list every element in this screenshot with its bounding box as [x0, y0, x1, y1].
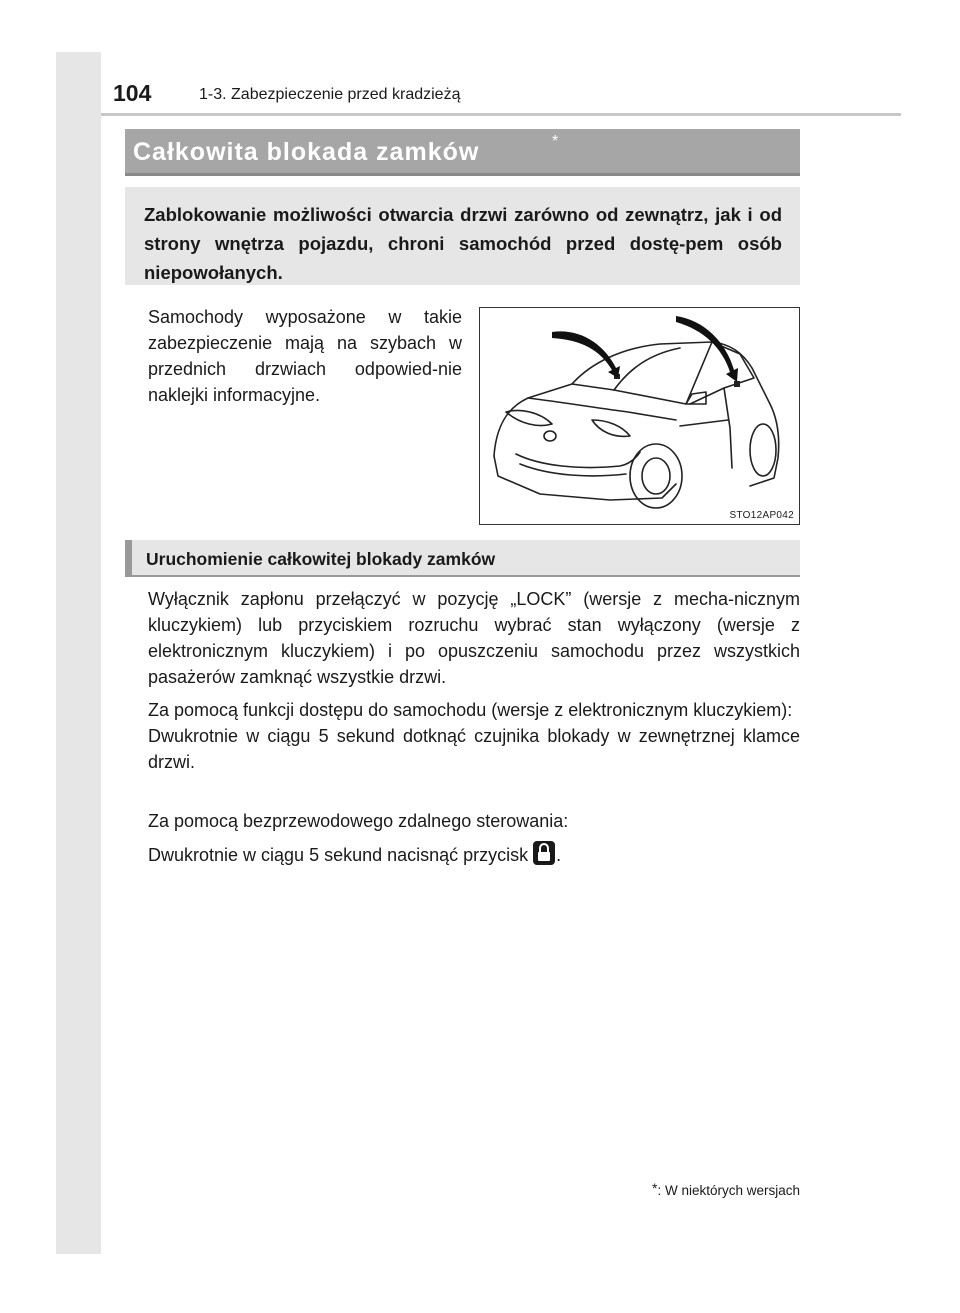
footnote-text: : W niektórych wersjach [657, 1183, 800, 1198]
remote-heading: Za pomocą bezprzewodowego zdalnego sterowania: [148, 811, 569, 831]
car-drawing [480, 308, 799, 524]
paragraph-lock-procedure: Wyłącznik zapłonu przełączyć w pozycję „LOCK” (wersje z mecha-nicznym kluczykiem) lub przyciskiem rozruchu wybrać stan wyłączony (wersje z elektronicznym kluczykiem) i po opuszczeniu samochodu przez wszystkich pasażerów zamknąć wszystkie drzwi. [148, 589, 800, 687]
figure-code: STO12AP042 [729, 510, 794, 521]
title-footnote-marker: * [552, 133, 559, 150]
intro-text: Zablokowanie możliwości otwarcia drzwi zarówno od zewnątrz, jak i od strony wnętrza pojazdu, chroni samochód przed dostę-pem osób niepowołanych. [144, 204, 782, 283]
page-number: 104 [113, 80, 152, 106]
page-title: Całkowita blokada zamków [133, 138, 480, 166]
paragraph-smart-entry [148, 697, 800, 775]
footnote-marker: * [652, 1180, 658, 1196]
remote-body-line [148, 840, 800, 873]
stickers-paragraph: Samochody wyposażone w takie zabezpieczenie mają na szybach w przednich drzwiach odpowied-nie naklejki informacyjne. [148, 307, 462, 405]
remote-body-end: . [556, 845, 562, 865]
page-side-tab [56, 52, 101, 1254]
car-illustration [479, 307, 800, 525]
section-title-bar [125, 129, 800, 176]
lock-icon [532, 840, 556, 873]
smart-entry-body: Dwukrotnie w ciągu 5 sekund dotknąć czujnika blokady w zewnętrznej klamce drzwi. [148, 726, 800, 772]
subsection-title: Uruchomienie całkowitej blokady zamków [146, 549, 496, 569]
intro-box [125, 187, 800, 285]
smart-entry-heading: Za pomocą funkcji dostępu do samochodu (wersje z elektronicznym kluczykiem): [148, 700, 793, 720]
subsection-bar [125, 540, 800, 577]
paragraph-remote [148, 808, 800, 873]
chapter-title: 1-3. Zabezpieczenie przed kradzieżą [199, 86, 461, 103]
remote-body: Dwukrotnie w ciągu 5 sekund nacisnąć przycisk [148, 845, 529, 865]
footnote [652, 1180, 800, 1198]
header-divider [101, 113, 901, 116]
